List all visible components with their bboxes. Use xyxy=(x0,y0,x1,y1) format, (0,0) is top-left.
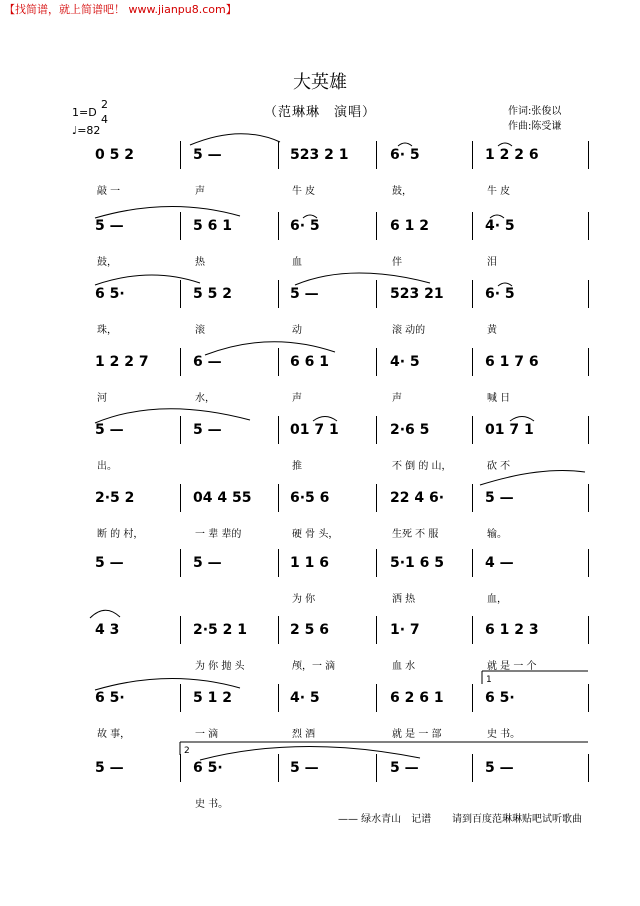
song-title: 大英雄 xyxy=(293,72,347,93)
measure-notes: 5 — xyxy=(390,760,419,776)
time-signature-top: 2 xyxy=(101,98,108,111)
slur xyxy=(510,417,534,422)
measure-notes: 0 5 2 xyxy=(95,147,134,163)
lyric-text: 硬 骨 头， xyxy=(292,529,339,540)
lyric-text: 史 书。 xyxy=(487,729,521,740)
slur xyxy=(480,471,585,485)
slur xyxy=(490,215,504,218)
slur xyxy=(398,143,412,146)
composer-credit: 作曲:陈受谦 xyxy=(508,121,562,132)
measure-notes: 5 — xyxy=(290,286,319,302)
slur xyxy=(295,273,430,285)
slur xyxy=(313,417,337,422)
measure-notes: 5 — xyxy=(193,555,222,571)
lyric-text: 血 水 xyxy=(392,661,416,672)
measure-notes: 2·5 2 xyxy=(95,490,135,506)
measure-notes: 5·1 6 5 xyxy=(390,555,445,571)
measure-notes: 6 1 2 3 xyxy=(485,622,539,638)
lyric-text: 黄 xyxy=(487,325,497,336)
measure-notes: 5 6 1 xyxy=(193,218,232,234)
measure-notes: 5 — xyxy=(95,555,124,571)
lyric-text: 就 是 一 部 xyxy=(392,729,442,740)
lyric-text: 滚 动的 xyxy=(392,325,426,336)
slur xyxy=(498,143,512,146)
measure-notes: 01 7 1 xyxy=(290,422,339,438)
lyric-text: 牛 皮 xyxy=(292,186,316,197)
lyric-text: 砍 不 xyxy=(487,461,511,472)
measure-notes: 2·6 5 xyxy=(390,422,430,438)
measure-notes: 5 — xyxy=(95,760,124,776)
measure-notes: 4· 5 xyxy=(485,218,515,234)
lyric-text: 伴 xyxy=(392,257,402,268)
measure-notes: 523 21 xyxy=(390,286,444,302)
measure-notes: 6 6 1 xyxy=(290,354,329,370)
measure-notes: 4· 5 xyxy=(290,690,320,706)
lyric-text: 声 xyxy=(392,393,402,404)
measure-notes: 22 4 6· xyxy=(390,490,445,506)
measure-notes: 6 5· xyxy=(193,760,223,776)
lyric-text: 牛 皮 xyxy=(487,186,511,197)
transcriber-credit: —— 绿水青山 记谱 xyxy=(338,814,432,825)
lyric-text: 推 xyxy=(292,461,302,472)
measure-notes: 5 1 2 xyxy=(193,690,232,706)
measure-notes: 5 — xyxy=(95,218,124,234)
listening-note: 请到百度范琳琳贴吧试听歌曲 xyxy=(452,814,582,825)
slur xyxy=(303,215,317,218)
lyric-text: 故 事， xyxy=(97,729,131,740)
measure-notes: 4· 5 xyxy=(390,354,420,370)
measure-notes: 1· 7 xyxy=(390,622,420,638)
lyric-text: 喊 日 xyxy=(487,393,511,404)
measure-notes: 6 5· xyxy=(485,690,515,706)
measure-notes: 2·5 2 1 xyxy=(193,622,248,638)
volta-2-label: 2 xyxy=(184,746,190,756)
lyric-text: 河 xyxy=(97,393,107,404)
measure-notes: 6·5 6 xyxy=(290,490,330,506)
slur xyxy=(95,275,200,285)
measure-notes: 5 — xyxy=(95,422,124,438)
slur xyxy=(95,678,240,690)
lyric-text: 血 xyxy=(292,257,302,268)
lyric-text: 水， xyxy=(195,393,215,404)
lyric-text: 珠， xyxy=(97,325,117,336)
lyric-text: 鼓， xyxy=(97,257,117,268)
measure-notes: 1 2 2 7 xyxy=(95,354,149,370)
lyric-text: 就 是 一 个 xyxy=(487,661,537,672)
tempo-marking: ♩=82 xyxy=(72,124,101,137)
lyric-text: 敲 一 xyxy=(97,186,121,197)
lyricist-credit: 作词:张俊以 xyxy=(508,106,562,117)
singer-credit: （范琳琳 演唱） xyxy=(263,105,376,120)
measure-notes: 5 5 2 xyxy=(193,286,232,302)
lyric-text: 烈 酒 xyxy=(292,729,316,740)
measure-notes: 5 — xyxy=(290,760,319,776)
measure-notes: 4 3 xyxy=(95,622,120,638)
measure-notes: 01 7 1 xyxy=(485,422,534,438)
measure-notes: 523 2 1 xyxy=(290,147,349,163)
lyric-text: 泪 xyxy=(487,257,497,268)
measure-notes: 6· 5 xyxy=(485,286,515,302)
slur xyxy=(200,746,420,760)
volta-1-label: 1 xyxy=(486,675,492,685)
measure-notes: 6 5· xyxy=(95,286,125,302)
lyric-text: 史 书。 xyxy=(195,799,229,810)
header-link[interactable]: 【找简谱，就上简谱吧！ www.jianpu8.com】 xyxy=(4,3,237,16)
measure-notes: 6 5· xyxy=(95,690,125,706)
measure-notes: 6· 5 xyxy=(290,218,320,234)
measure-notes: 1 2 2 6 xyxy=(485,147,539,163)
lyric-text: 洒 热 xyxy=(392,594,416,605)
lyric-text: 断 的 村， xyxy=(97,529,144,540)
slur xyxy=(205,342,335,355)
slur xyxy=(95,409,250,423)
lyric-text: 为 你 xyxy=(292,594,316,605)
lyric-text: 一 辈 辈的 xyxy=(195,529,242,540)
lyric-text: 出。 xyxy=(97,461,117,472)
measure-notes: 6 1 7 6 xyxy=(485,354,539,370)
measure-notes: 6 1 2 xyxy=(390,218,429,234)
lyric-text: 声 xyxy=(195,186,205,197)
lyric-text: 声 xyxy=(292,393,302,404)
measure-notes: 1 1 6 xyxy=(290,555,329,571)
measure-notes: 6· 5 xyxy=(390,147,420,163)
slur xyxy=(95,206,240,218)
measure-notes: 6 2 6 1 xyxy=(390,690,444,706)
slur xyxy=(190,134,280,145)
measure-notes: 5 — xyxy=(193,422,222,438)
time-signature-bottom: 4 xyxy=(101,113,108,126)
measure-notes: 04 4 55 xyxy=(193,490,252,506)
lyric-text: 一 滴 xyxy=(195,729,219,740)
lyric-text: 颅，一 滴 xyxy=(292,661,336,672)
lyric-text: 滚 xyxy=(195,325,205,336)
measure-notes: 5 — xyxy=(485,490,514,506)
lyric-text: 生死 不 服 xyxy=(392,529,439,540)
lyric-text: 热 xyxy=(195,257,205,268)
measure-notes: 5 — xyxy=(485,760,514,776)
measure-notes: 6 — xyxy=(193,354,222,370)
lyric-text: 不 倒 的 山， xyxy=(392,461,452,472)
lyric-text: 血， xyxy=(487,594,507,605)
lyric-text: 输。 xyxy=(487,529,507,540)
key-signature: 1=D xyxy=(72,106,97,119)
lyric-text: 为 你 抛 头 xyxy=(195,661,245,672)
slur xyxy=(498,283,512,286)
measure-notes: 5 — xyxy=(193,147,222,163)
lyric-text: 鼓， xyxy=(392,186,412,197)
measure-notes: 4 — xyxy=(485,555,514,571)
lyric-text: 动 xyxy=(292,325,302,336)
measure-notes: 2 5 6 xyxy=(290,622,329,638)
slur xyxy=(90,610,120,618)
